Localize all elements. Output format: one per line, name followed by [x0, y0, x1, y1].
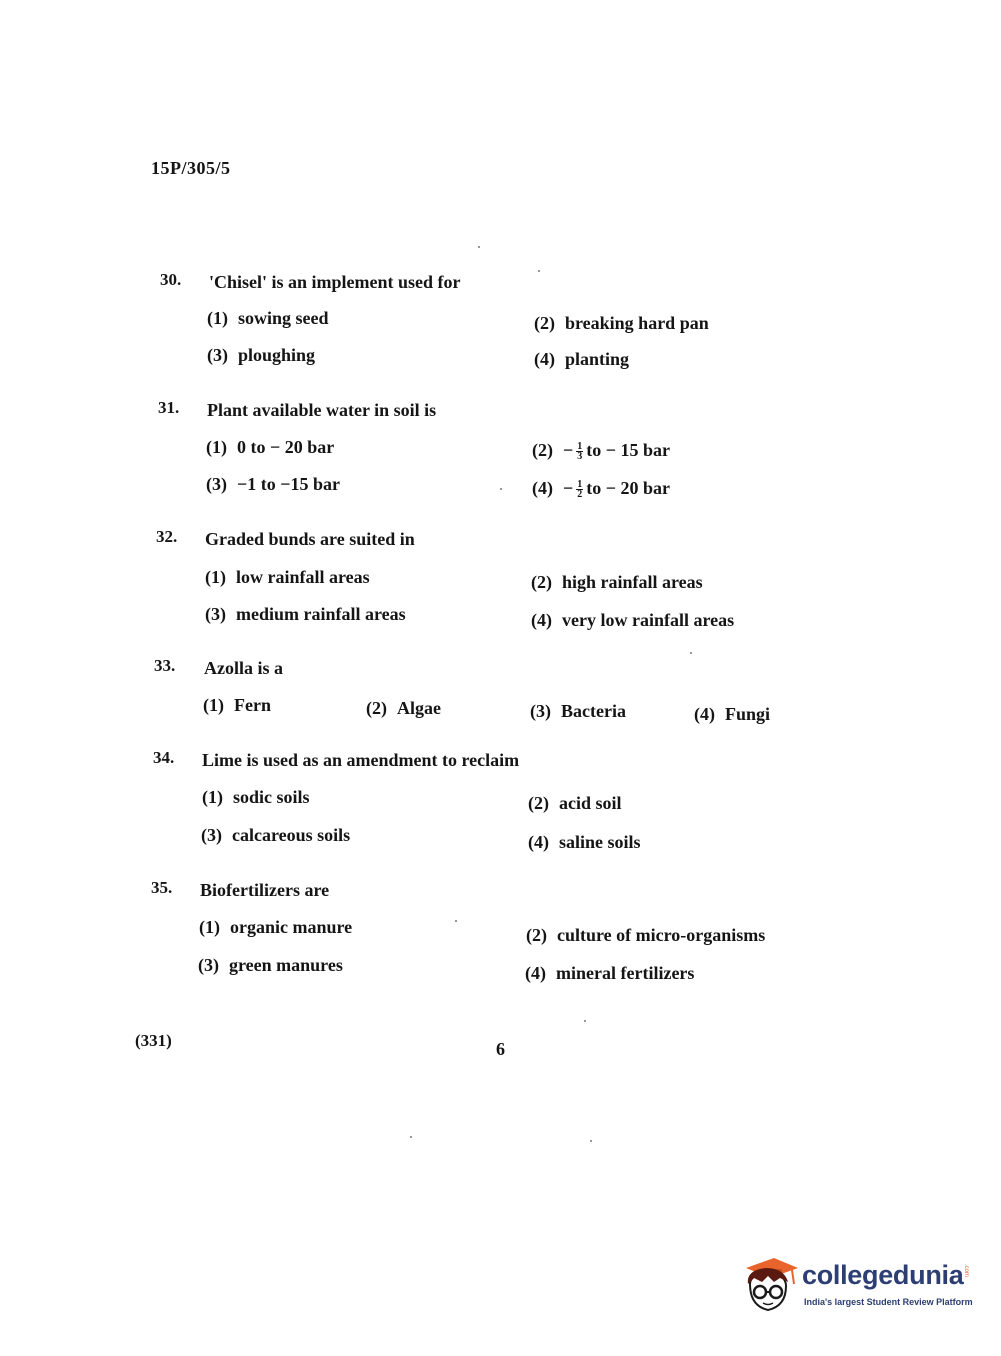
- option-3: [207, 345, 315, 366]
- option-text: acid soil: [559, 793, 622, 813]
- logo-dotcom: .com: [963, 1264, 969, 1278]
- scan-speck: [500, 488, 502, 490]
- option-number: (1): [207, 308, 228, 328]
- option-text: saline soils: [559, 832, 641, 852]
- option-number: (3): [206, 474, 227, 494]
- option-number: (3): [205, 604, 226, 624]
- logo-wordmark: collegedunia: [802, 1260, 964, 1290]
- page-number: 6: [496, 1039, 505, 1059]
- option-2: [526, 925, 765, 946]
- option-text: breaking hard pan: [565, 313, 709, 333]
- question-text: 'Chisel' is an implement used for: [209, 272, 461, 292]
- option-1: [199, 917, 352, 938]
- paper-code: (331): [135, 1031, 172, 1050]
- option-number: (4): [534, 349, 555, 369]
- option-1: [205, 567, 370, 588]
- option-1: [206, 437, 334, 458]
- option-text: Bacteria: [561, 701, 626, 721]
- option-text: high rainfall areas: [562, 572, 703, 592]
- question-text: Azolla is a: [204, 658, 283, 678]
- option-text: sowing seed: [238, 308, 329, 328]
- option-number: (1): [205, 567, 226, 587]
- option-number: (3): [207, 345, 228, 365]
- option-3: [206, 474, 340, 495]
- option-text: Fungi: [725, 704, 771, 724]
- scan-speck: [584, 1020, 586, 1022]
- option-text: to − 15 bar: [586, 440, 671, 460]
- option-2: [366, 698, 441, 719]
- question-text: Graded bunds are suited in: [205, 529, 415, 549]
- fraction: [576, 480, 583, 499]
- option-text: mineral fertilizers: [556, 963, 695, 983]
- option-prefix: −: [563, 478, 574, 498]
- option-number: (3): [198, 955, 219, 975]
- option-text: −1 to −15 bar: [237, 474, 341, 494]
- scan-speck: [590, 1140, 592, 1142]
- option-text: medium rainfall areas: [236, 604, 406, 624]
- scan-speck: [690, 652, 692, 654]
- option-4: [528, 832, 641, 853]
- option-1: [207, 308, 329, 329]
- question-number: 32.: [156, 527, 178, 546]
- option-3: [205, 604, 406, 625]
- question-number: 31.: [158, 398, 180, 417]
- scan-speck: [455, 920, 457, 922]
- page-code: 15P/305/5: [151, 158, 231, 178]
- option-number: (2): [532, 440, 553, 460]
- scan-speck: [538, 270, 540, 272]
- option-number: (4): [531, 610, 552, 630]
- question-number: 35.: [151, 878, 173, 897]
- option-text: planting: [565, 349, 630, 369]
- option-4: [694, 704, 770, 725]
- option-4: [532, 478, 670, 499]
- option-4: [531, 610, 734, 631]
- option-1: [203, 695, 271, 716]
- option-number: (2): [534, 313, 555, 333]
- fraction-numerator: 1: [577, 479, 583, 491]
- question-text: Lime is used as an amendment to reclaim: [202, 750, 520, 770]
- option-number: (2): [531, 572, 552, 592]
- scan-speck: [410, 1136, 412, 1138]
- option-text: low rainfall areas: [236, 567, 370, 587]
- option-number: (2): [528, 793, 549, 813]
- option-number: (4): [694, 704, 715, 724]
- option-number: (1): [199, 917, 220, 937]
- option-text: ploughing: [238, 345, 316, 365]
- option-number: (4): [528, 832, 549, 852]
- student-mascot-icon: [740, 1254, 798, 1314]
- option-text: very low rainfall areas: [562, 610, 735, 630]
- option-number: (4): [532, 478, 553, 498]
- collegedunia-logo: [740, 1250, 980, 1325]
- option-text: Algae: [397, 698, 441, 718]
- option-number: (2): [526, 925, 547, 945]
- option-number: (1): [206, 437, 227, 457]
- option-2: [532, 440, 670, 461]
- option-3: [198, 955, 343, 976]
- option-number: (1): [203, 695, 224, 715]
- option-number: (1): [202, 787, 223, 807]
- question-number: 33.: [154, 656, 176, 675]
- option-2: [534, 313, 709, 334]
- fraction-denominator: 3: [577, 451, 583, 463]
- option-text: calcareous soils: [232, 825, 351, 845]
- option-4: [525, 963, 694, 984]
- option-text: culture of micro-organisms: [557, 925, 766, 945]
- option-number: (4): [525, 963, 546, 983]
- option-text: 0 to − 20 bar: [237, 437, 335, 457]
- question-text: Plant available water in soil is: [207, 400, 437, 420]
- fraction: [576, 442, 583, 461]
- question-number: 30.: [160, 270, 182, 289]
- option-4: [534, 349, 629, 370]
- scan-speck: [478, 246, 480, 248]
- option-text: organic manure: [230, 917, 353, 937]
- fraction-numerator: 1: [577, 441, 583, 453]
- option-number: (2): [366, 698, 387, 718]
- option-3: [530, 701, 626, 722]
- option-number: (3): [530, 701, 551, 721]
- question-text: Biofertilizers are: [200, 880, 330, 900]
- fraction-denominator: 2: [577, 489, 583, 501]
- option-text: to − 20 bar: [586, 478, 671, 498]
- option-3: [201, 825, 350, 846]
- option-2: [531, 572, 703, 593]
- option-text: Fern: [234, 695, 271, 715]
- option-text: sodic soils: [233, 787, 310, 807]
- question-number: 34.: [153, 748, 175, 767]
- option-text: green manures: [229, 955, 343, 975]
- logo-tagline: India's largest Student Review Platform: [804, 1297, 973, 1307]
- option-number: (3): [201, 825, 222, 845]
- option-1: [202, 787, 310, 808]
- option-prefix: −: [563, 440, 574, 460]
- option-2: [528, 793, 622, 814]
